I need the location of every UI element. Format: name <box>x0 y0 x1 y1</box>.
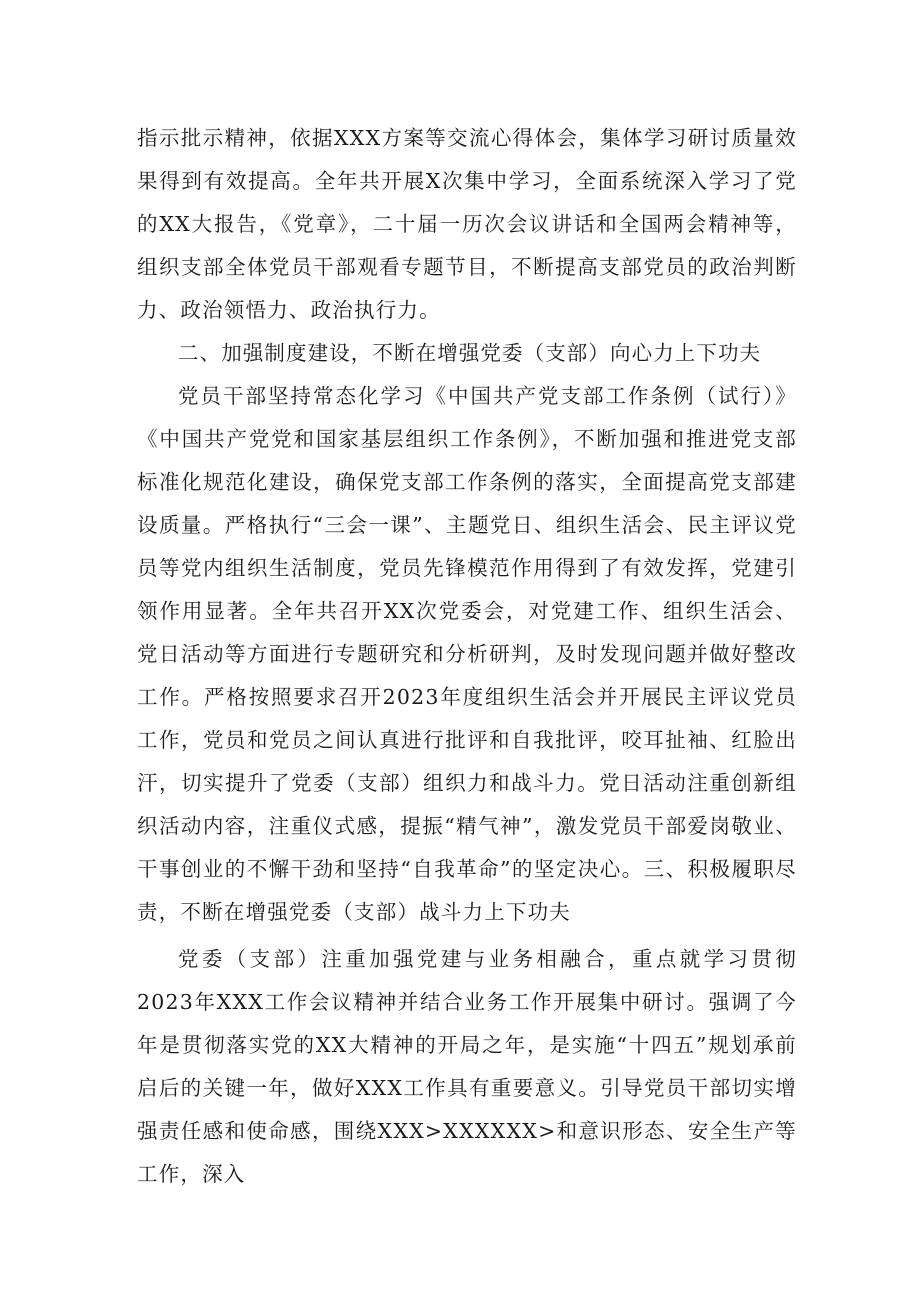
section-heading-system-building: 二、加强制度建设，不断在增强党委（支部）向心力上下功夫 <box>178 341 762 365</box>
paragraph-study-results: 指示批示精神，依据XXX方案等交流心得体会，集体学习研讨质量效果得到有效提高。全年共开展X次集中学习，全面系统深入学习了党的XX大报告，《党章》，二十届一历次会议讲话和全国两会精神等，组织支部全体党员干部观看专题节目，不断提高支部党员的政治判断力、政治领悟力、政治执行力。 <box>137 126 797 322</box>
paragraph-party-business-integration: 党委（支部）注重加强党建与业务相融合，重点就学习贯彻2023年XXX工作会议精神并结合业务工作开展集中研讨。强调了今年是贯彻落实党的XX大精神的开局之年，是实施“十四五”规划承前启后的关键一年，做好XXX工作具有重要意义。引导党员干部切实增强责任感和使命感，围绕XXX>XXXXXX>和意识形态、安全生产等工作，深入 <box>137 947 797 1186</box>
document-body <box>137 117 797 1196</box>
paragraph-system-building: 党员干部坚持常态化学习《中国共产党支部工作条例（试行）》《中国共产党党和国家基层组织工作条例》，不断加强和推进党支部标准化规范化建设，确保党支部工作条例的落实，全面提高党支部建设质量。严格执行“三会一课”、主题党日、组织生活会、民主评议党员等党内组织生活制度，党员先锋模范作用得到了有效发挥，党建引领作用显著。全年共召开XX次党委会，对党建工作、组织生活会、党日活动等方面进行专题研究和分析研判，及时发现问题并做好整改工作。严格按照要求召开2023年度组织生活会并开展民主评议党员工作，党员和党员之间认真进行批评和自我批评，咬耳扯袖、红脸出汗，切实提升了党委（支部）组织力和战斗力。党日活动注重创新组织活动内容，注重仪式感，提振“精气神”，激发党员干部爱岗敬业、干事创业的不懈干劲和坚持“自我革命”的坚定决心。三、积极履职尽责，不断在增强党委（支部）战斗力上下功夫 <box>137 384 797 924</box>
